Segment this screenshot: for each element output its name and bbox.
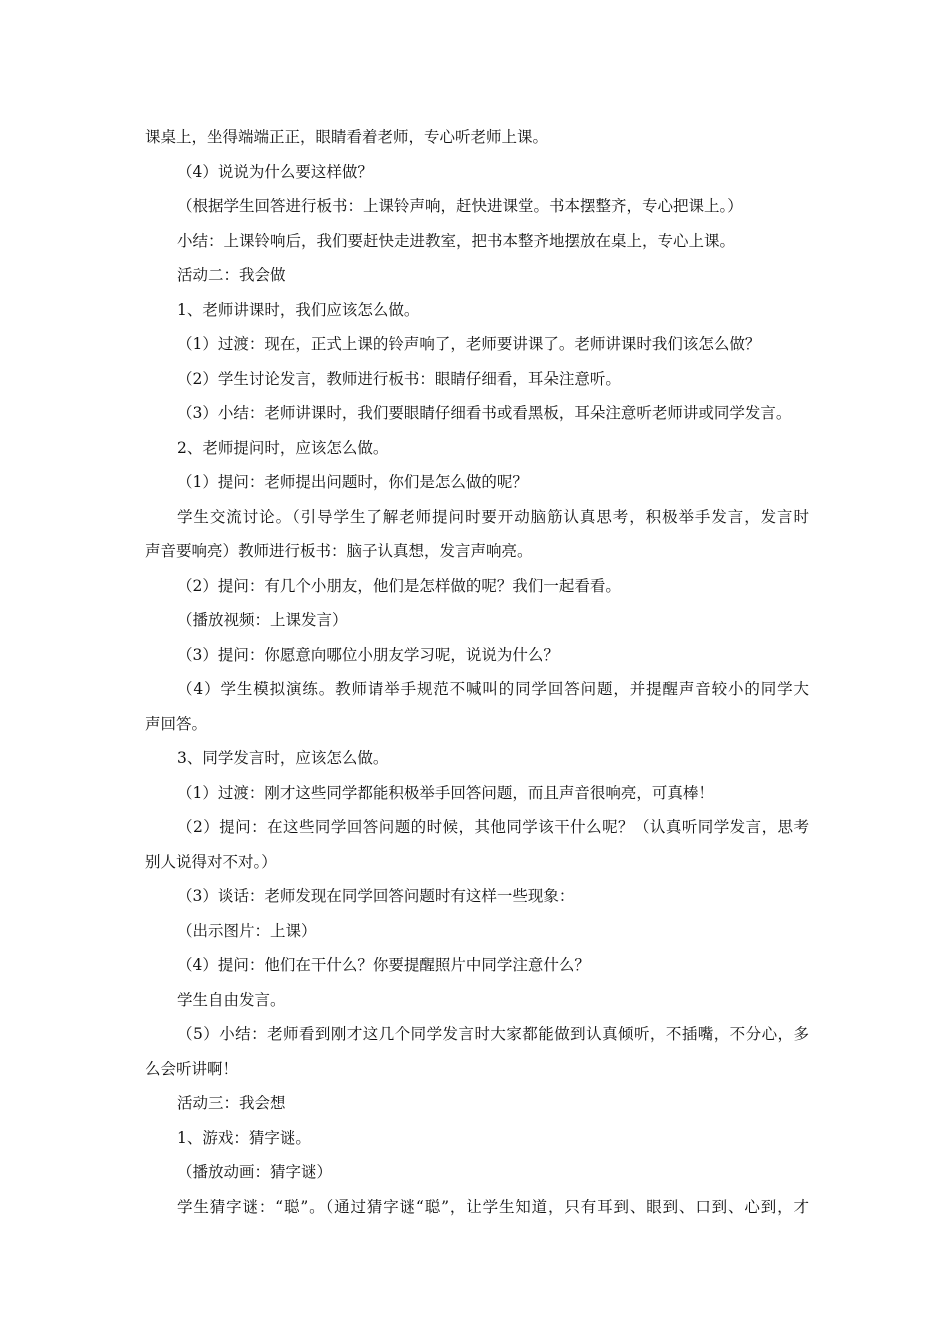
text-line: （1）过渡：刚才这些同学都能积极举手回答问题，而且声音很响亮，可真棒！ [177, 783, 714, 802]
text-line: 小结：上课铃响后，我们要赶快走进教室，把书本整齐地摆放在桌上，专心上课。 [177, 231, 736, 250]
text-line: 声音要响亮）教师进行板书：脑子认真想，发言声响亮。 [145, 542, 533, 560]
text-line: 学生猜字谜：“聪”。（通过猜字谜“聪”，让学生知道，只有耳到、眼到、口到、心到，才 [177, 1197, 809, 1216]
text-line: （1）过渡：现在，正式上课的铃声响了，老师要讲课了。老师讲课时我们该怎么做？ [177, 335, 761, 353]
text-line: 活动二：我会做 [177, 266, 286, 284]
text-line: 学生交流讨论。（引导学生了解老师提问时要开动脑筋认真思考，积极举手发言，发言时 [177, 507, 809, 526]
text-line: （5）小结：老师看到刚才这几个同学发言时大家都能做到认真倾听，不插嘴，不分心，多 [177, 1025, 809, 1043]
text-line: 别人说得对不对。） [145, 852, 277, 871]
text-line: 1、老师讲课时，我们应该怎么做。 [177, 300, 420, 319]
text-line: （出示图片：上课） [177, 921, 317, 940]
text-line: 学生自由发言。 [177, 990, 286, 1009]
text-line: 课桌上，坐得端端正正，眼睛看着老师，专心听老师上课。 [145, 128, 549, 146]
text-line: 么会听讲啊！ [145, 1059, 239, 1078]
text-line: 3、同学发言时，应该怎么做。 [177, 749, 389, 767]
text-line: （1）提问：老师提出问题时，你们是怎么做的呢？ [177, 473, 528, 491]
text-line: （3）谈话：老师发现在同学回答问题时有这样一些现象： [177, 887, 575, 905]
text-line: （播放动画：猜字谜） [177, 1163, 333, 1181]
text-line: 2、老师提问时，应该怎么做。 [177, 438, 389, 457]
text-line: （4）学生模拟演练。教师请举手规范不喊叫的同学回答问题，并提醒声音较小的同学大 [177, 680, 809, 698]
text-line: （3）小结：老师讲课时，我们要眼睛仔细看书或看黑板，耳朵注意听老师讲或同学发言。 [177, 404, 792, 422]
text-line: 活动三：我会想 [177, 1094, 286, 1112]
text-line: 声回答。 [145, 714, 208, 733]
text-line: （4）说说为什么要这样做？ [177, 162, 373, 181]
text-line: （3）提问：你愿意向哪位小朋友学习呢，说说为什么？ [177, 645, 559, 664]
text-line: （根据学生回答进行板书：上课铃声响，赶快进课堂。书本摆整齐，专心把课上。） [177, 197, 743, 215]
document-body [145, 120, 809, 1224]
text-line: （4）提问：他们在干什么？你要提醒照片中同学注意什么？ [177, 956, 590, 974]
text-line: （2）提问：有几个小朋友，他们是怎样做的呢？我们一起看看。 [177, 576, 621, 595]
text-line: （2）提问：在这些同学回答问题的时候，其他同学该干什么呢？（认真听同学发言，思考 [177, 818, 809, 836]
text-line: 1、游戏：猜字谜。 [177, 1128, 311, 1147]
text-line: （播放视频：上课发言） [177, 611, 348, 629]
text-line: （2）学生讨论发言，教师进行板书：眼睛仔细看，耳朵注意听。 [177, 369, 621, 388]
